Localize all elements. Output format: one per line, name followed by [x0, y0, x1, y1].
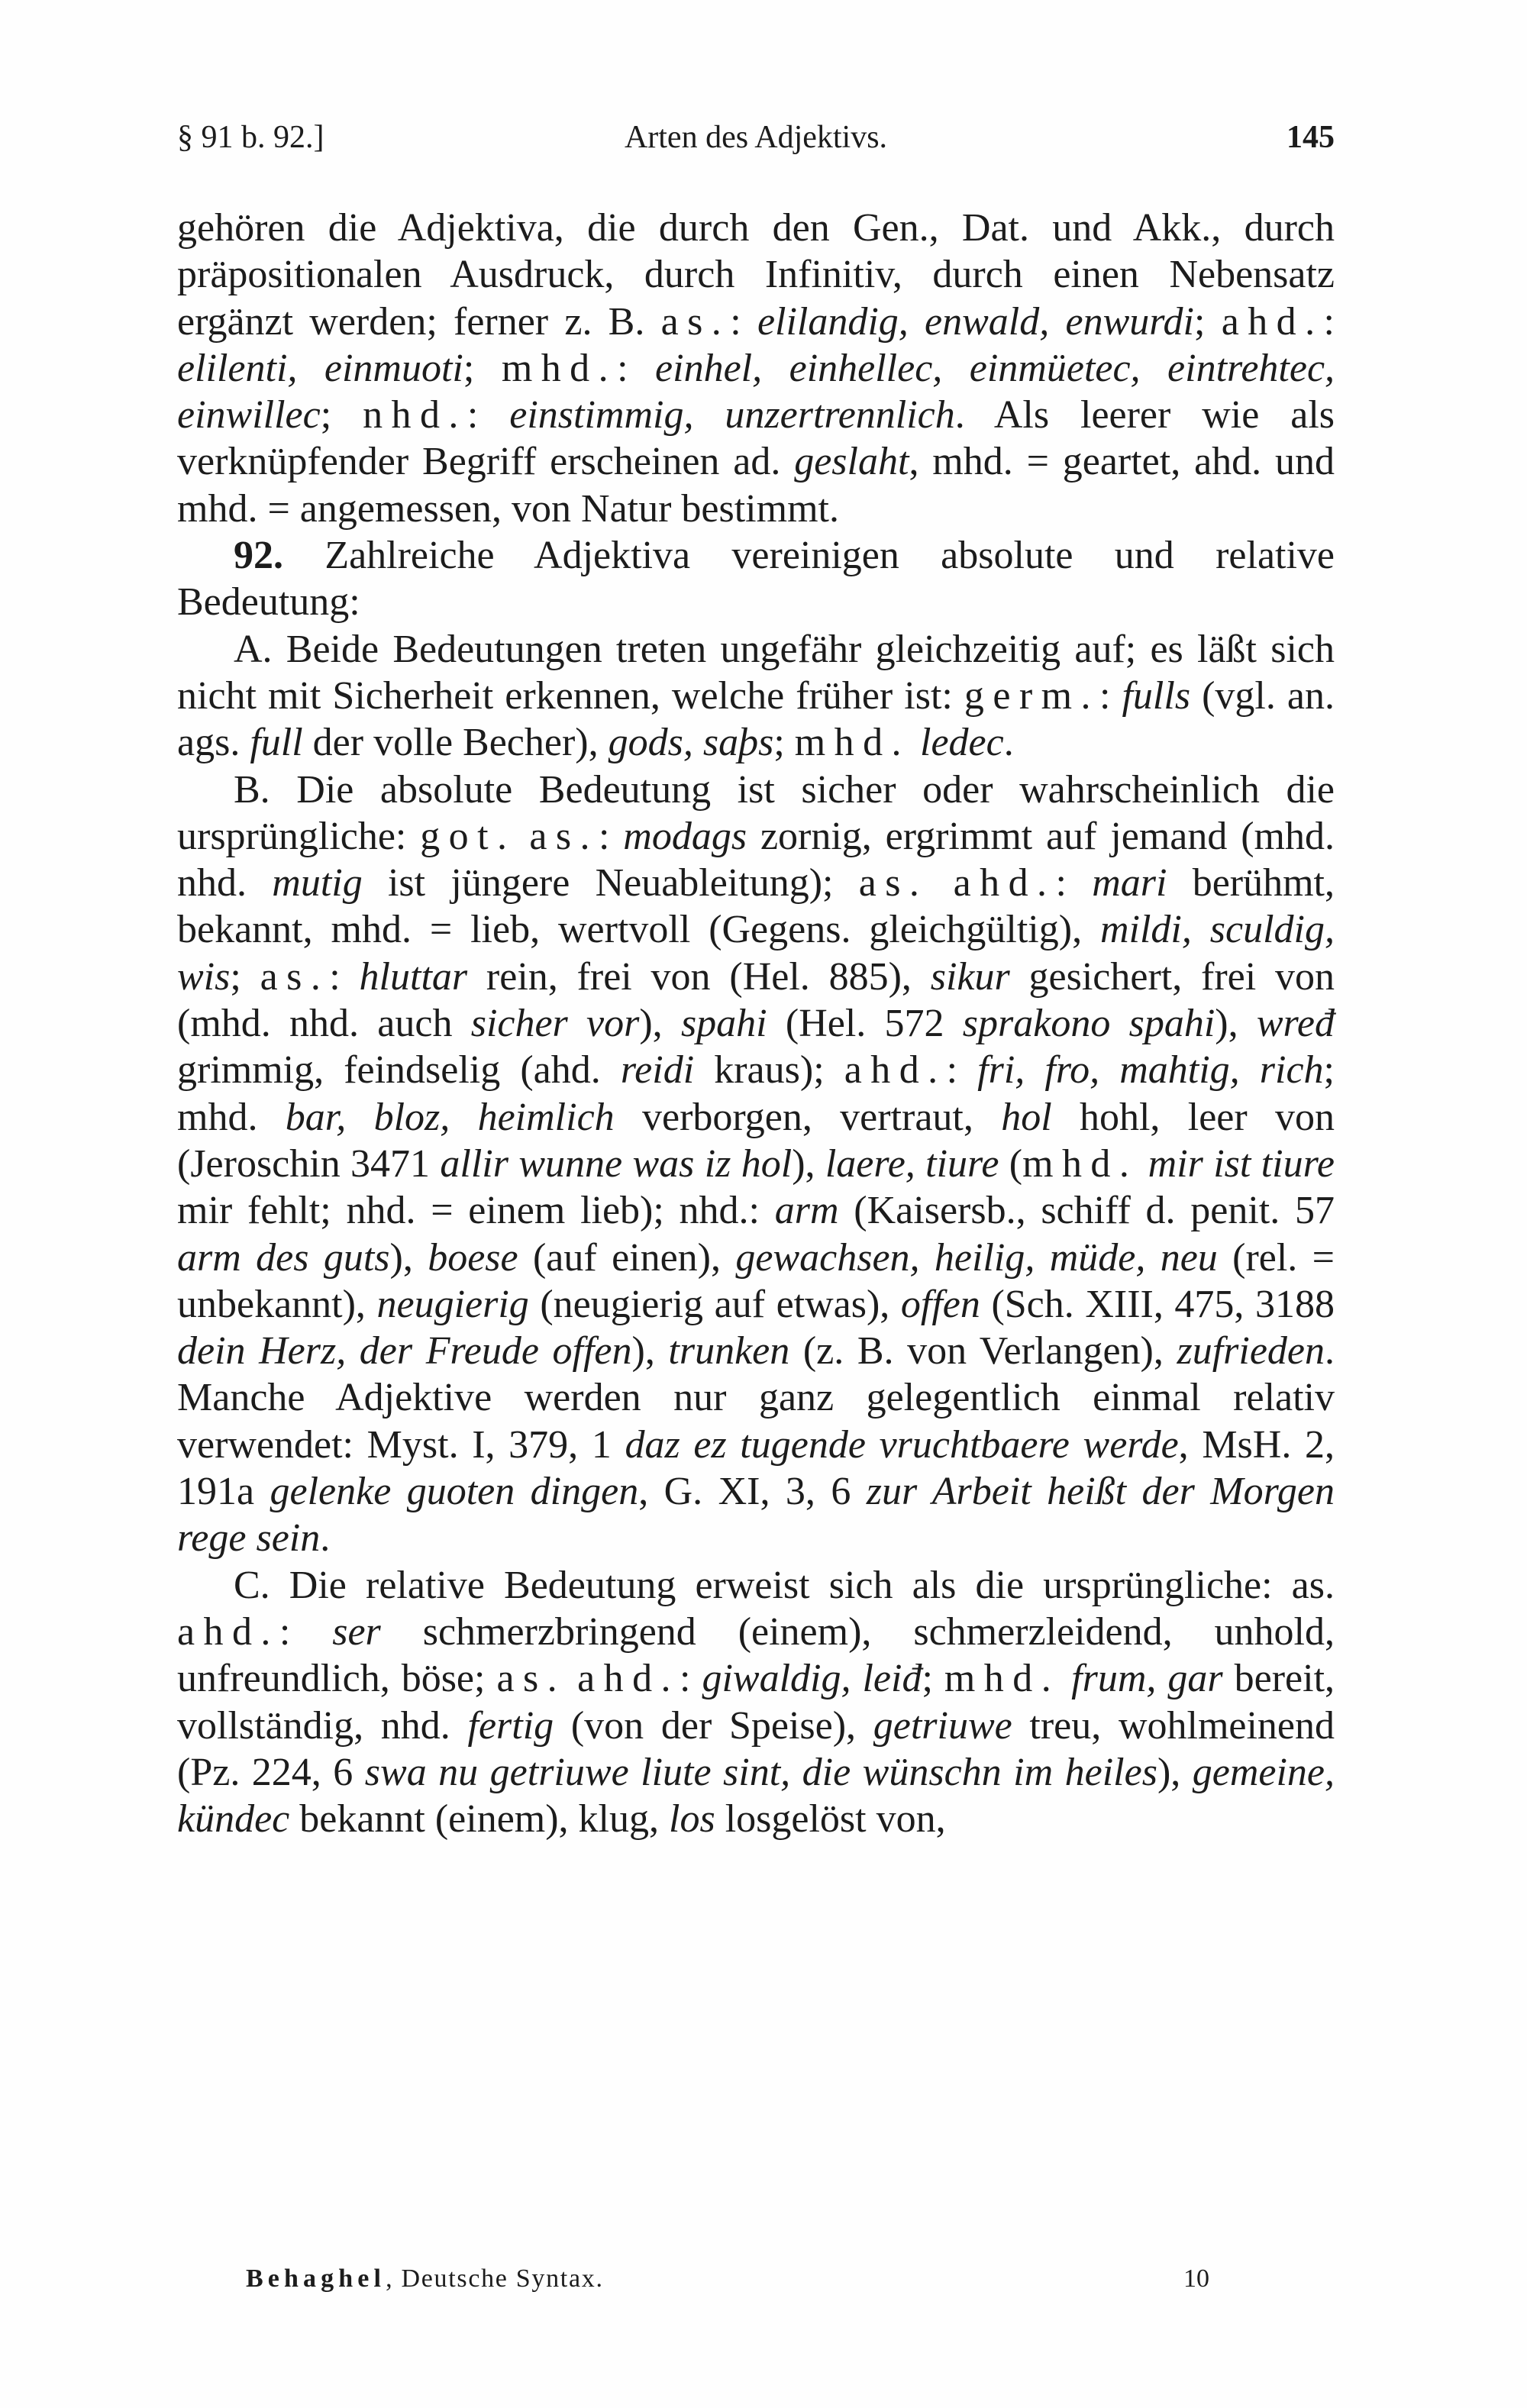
sheet-number: 10: [1183, 2264, 1209, 2293]
paragraph-section-92: 92. Zahlreiche Adjektiva vereinigen absolute und relative Bedeutung:: [177, 534, 1335, 625]
section-number: 92.: [234, 534, 283, 578]
paragraph-b: B. Die absolute Bedeutung ist sicher oder wahrscheinlich die ursprüngliche: got. as.: modags zornig, ergrimmt auf jemand (mhd. nhd. mutig ist jüngere Neuableitung); as. ahd.: mari berühmt, bekannt, mhd. = lieb, wertvoll (Gegens. gleichgültig), mildi, sculdig, wis; as.: hluttar rein, frei von (Hel. 885), sikur gesichert, frei von (mhd. nhd. auch sicher vor), spahi (Hel. 572 sprakono spahi), wređ grimmig, feindselig (ahd. reidi kraus); ahd.: fri, fro, mahtig, rich; mhd. bar, bloz, heimlich verborgen, vertraut, hol hohl, leer von (Jeroschin 3471 allir wunne was iz hol), laere, tiure (mhd. mir ist tiure mir fehlt; nhd. = einem lieb); nhd.: arm (Kaisersb., schiff d. penit. 57 arm des guts), boese (auf einen), gewachsen, heilig, müde, neu (rel. = unbekannt), neugierig (neugierig auf etwas), offen (Sch. XIII, 475, 3188 dein Herz, der Freude offen), trunken (z. B. von Verlangen), zufrieden. Manche Adjektive werden nur ganz gelegentlich einmal relativ verwendet: Myst. I, 379, 1 daz ez tugende vruchtbaere werde, MsH. 2, 191a gelenke guoten dingen, G. XI, 3, 6 zur Arbeit heißt der Morgen rege sein.: [177, 767, 1335, 1561]
paragraph-continuation: gehören die Adjektiva, die durch den Gen., Dat. und Akk., durch präpositionalen Ausdruck, durch Infinitiv, durch einen Nebensatz ergänzt werden; ferner z. B. as.: elilandig, enwald, enwurdi; ahd.: elilenti, einmuoti; mhd.: einhel, einhellec, einmüetec, eintrehtec, einwillec; nhd.: einstimmig, unzertrennlich. Als leerer wie als verknüpfender Begriff erscheinen ad. geslaht, mhd. = geartet, ahd. und mhd. = angemessen, von Natur bestimmt.: [177, 206, 1335, 531]
page-body: [177, 205, 1335, 1842]
running-header: [177, 115, 1335, 160]
book-signature: Behaghel, Deutsche Syntax.: [246, 2264, 604, 2293]
paragraph-c: C. Die relative Bedeutung erweist sich als die ursprüngliche: as. ahd.: ser schmerzbringend (einem), schmerzleidend, unhold, unfreundlich, böse; as. ahd.: giwaldig, leiđ; mhd. frum, gar bereit, vollständig, nhd. fertig (von der Speise), getriuwe treu, wohlmeinend (Pz. 224, 6 swa nu getriuwe liute sint, die wünschn im heiles), gemeine, kündec bekannt (einem), klug, los losgelöst von,: [177, 1563, 1335, 1842]
paragraph-a: A. Beide Bedeutungen treten ungefähr gleichzeitig auf; es läßt sich nicht mit Sicherheit erkennen, welche früher ist: germ.: fulls (vgl. an. ags. full der volle Becher), gods, saþs; mhd. ledec.: [177, 627, 1335, 765]
running-title: Arten des Adjektivs.: [624, 120, 888, 155]
page-number: 145: [1286, 120, 1335, 155]
section-reference: § 91 b. 92.]: [177, 120, 324, 155]
signature-line: [177, 2260, 1335, 2298]
